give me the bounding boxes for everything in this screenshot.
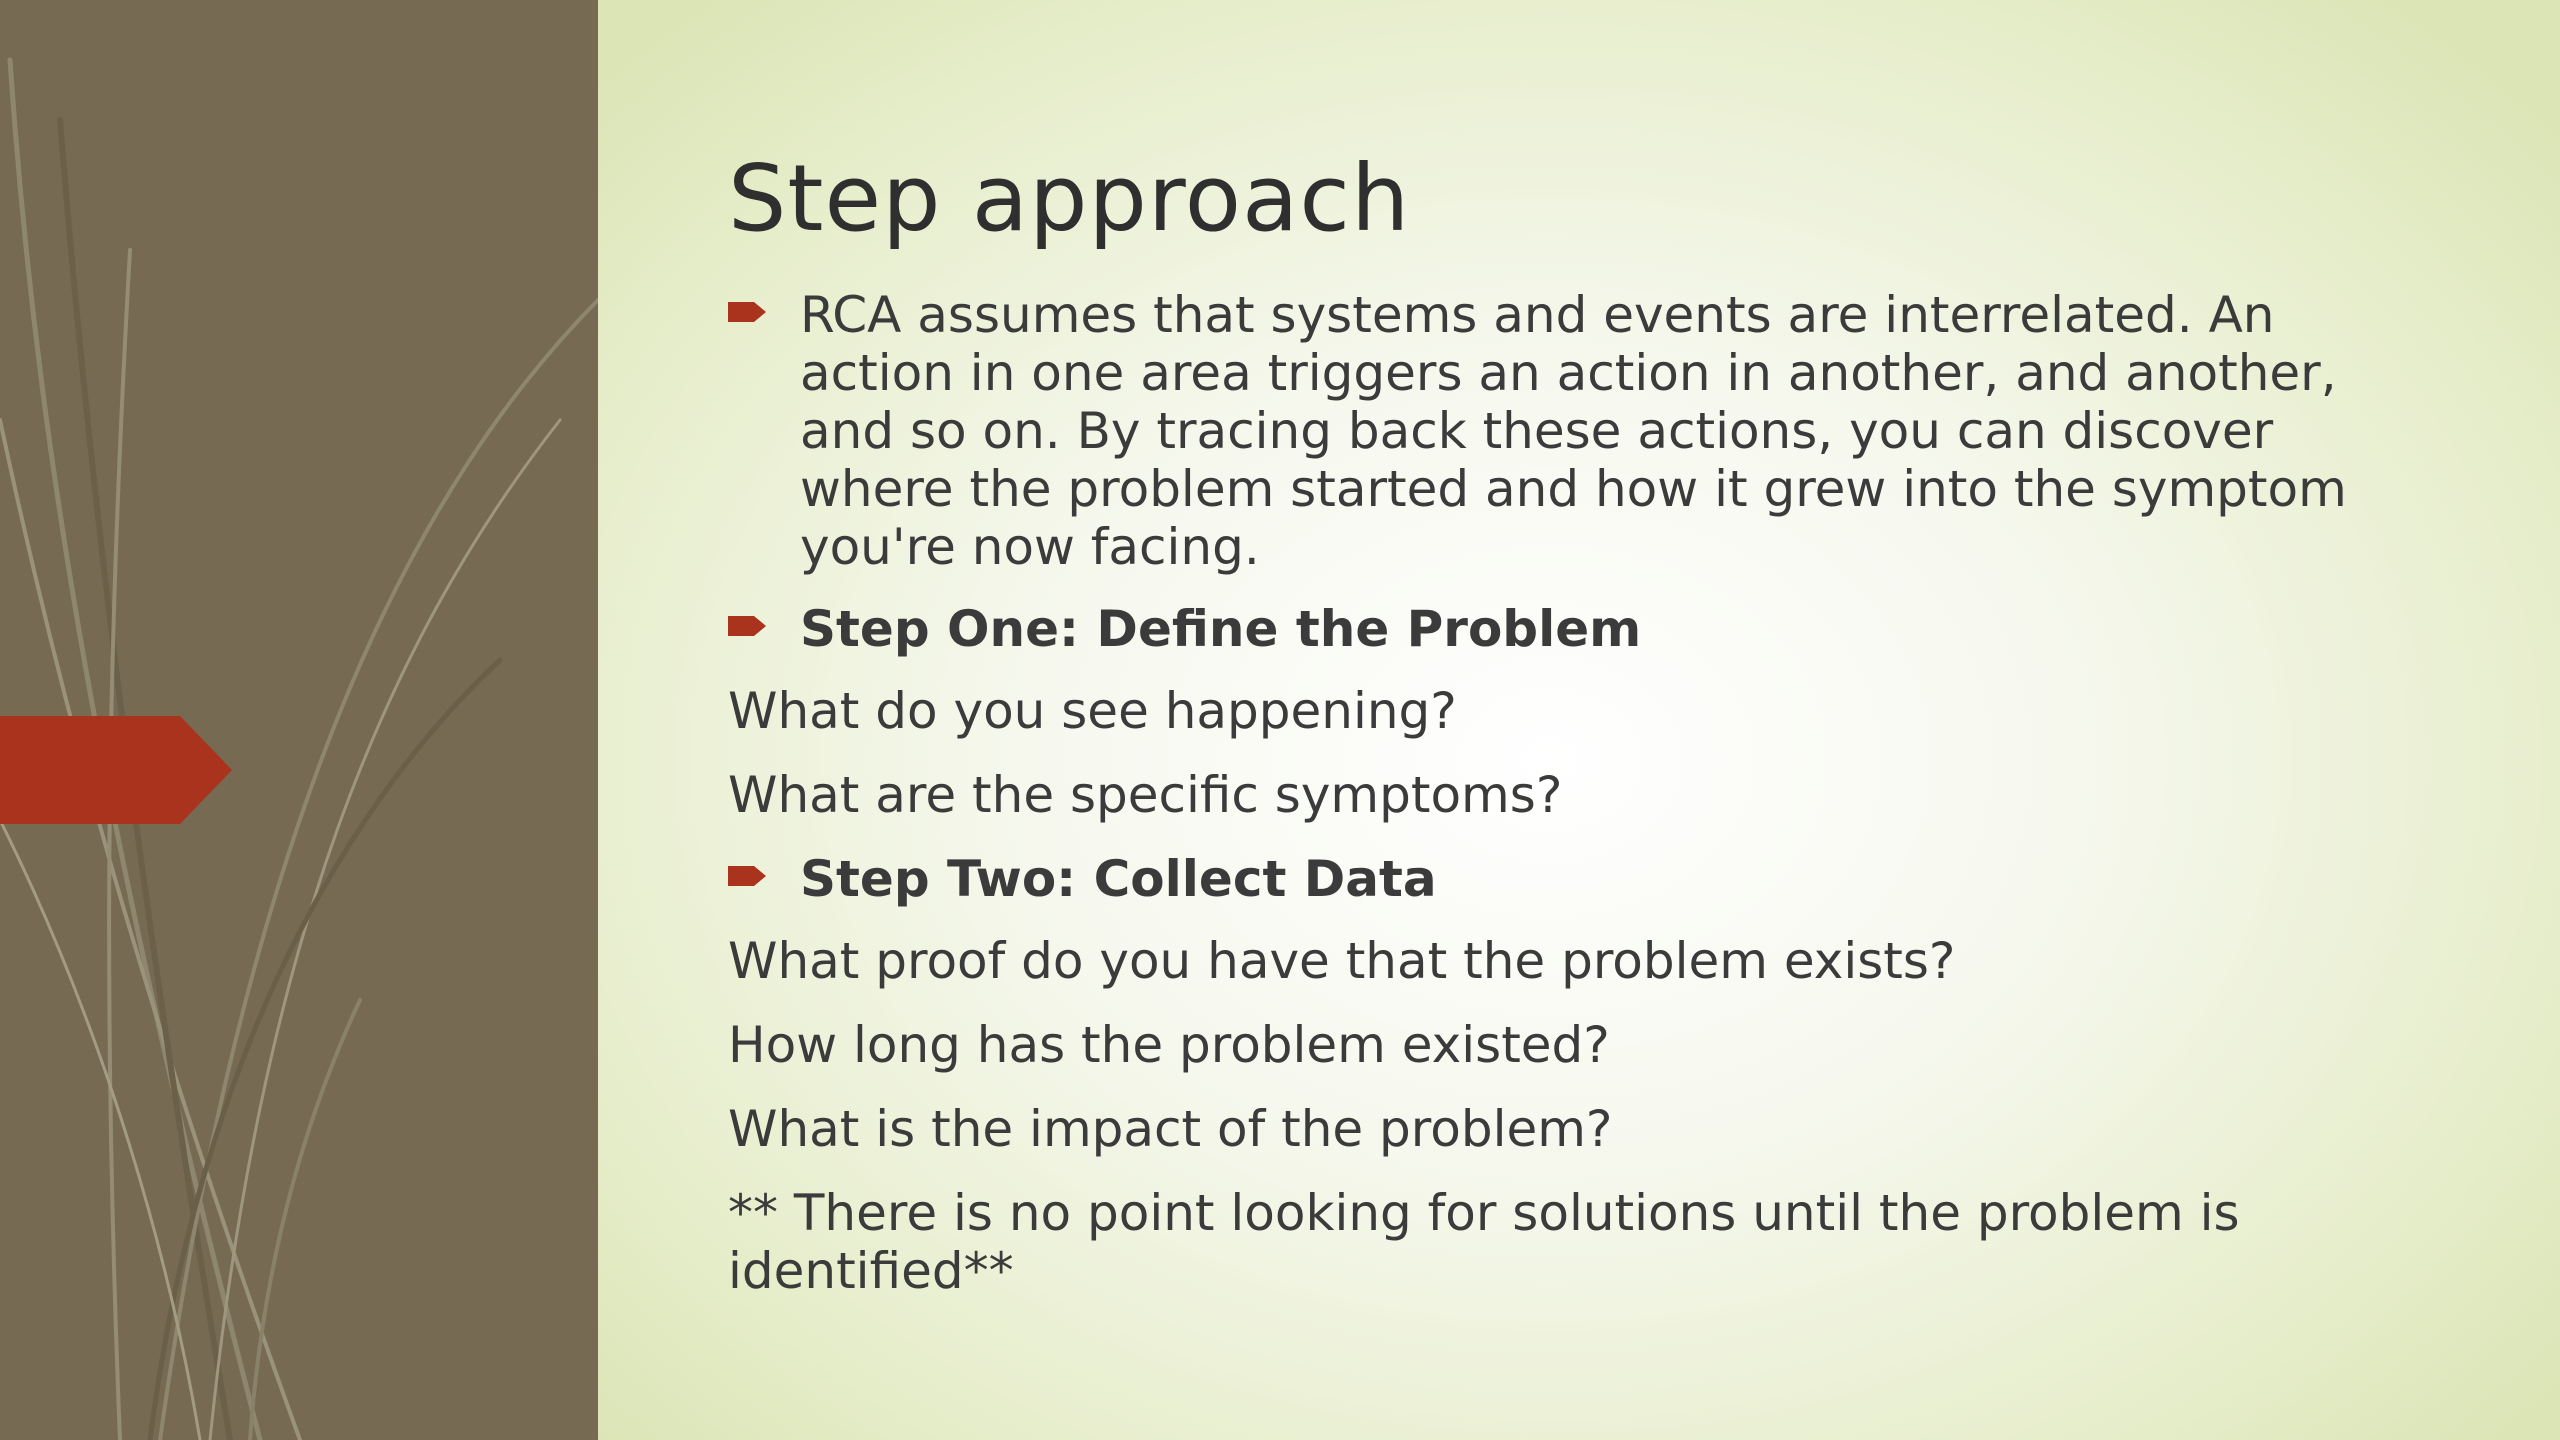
step-one-bullet [728,600,2428,658]
slide-title: Step approach [728,145,1411,252]
step-two-heading: Step Two: Collect Data [800,850,1437,908]
step-one-heading: Step One: Define the Problem [800,600,1642,658]
step-two-question: What proof do you have that the problem exists? [728,932,1956,990]
arrow-tab-shape [0,716,232,824]
step-two-bullet [728,850,2428,908]
intro-bullet [728,286,2428,576]
slide-content [728,140,2428,1326]
step-one-question: What are the specific symptoms? [728,766,1563,824]
step-two-question: What is the impact of the problem? [728,1100,1613,1158]
intro-text: RCA assumes that systems and events are interrelated. An action in one area triggers an action in another, and another, and so on. By tracing back these actions, you can discover where the problem started and how it grew into the symptom you're now facing. [800,286,2347,576]
arrow-bullet-icon [728,613,768,639]
step-two-question: How long has the problem existed? [728,1016,1610,1074]
arrow-bullet-icon [728,863,768,889]
closing-note: ** There is no point looking for solutions until the problem is identified** [728,1184,2240,1300]
step-one-question: What do you see happening? [728,682,1457,740]
arrow-bullet-icon [728,299,768,325]
